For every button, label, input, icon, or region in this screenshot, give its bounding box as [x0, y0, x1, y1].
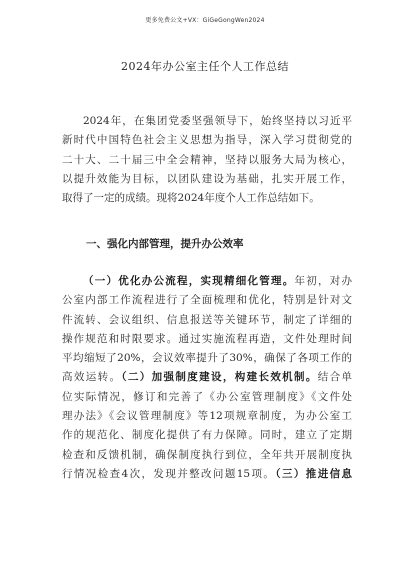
body-line: 作的规范化、制度化提供了有力保障。同时，建立了定期: [62, 429, 352, 442]
body-text: 年初，对办: [294, 275, 352, 287]
intro-line: 新时代中国特色社会主义思想为指导，深入学习贯彻党的: [62, 134, 352, 147]
body-line: 检查和反馈机制，确保制度执行到位，全年共开展制度执: [62, 448, 352, 461]
body-line: 位实际情况，修订和完善了《办公室管理制度》《文件处: [62, 390, 352, 403]
body-paragraph: [62, 272, 352, 484]
body-line: 平均缩短了20%，会议效率提升了30%，确保了各项工作的: [62, 352, 352, 365]
body-line: 理办法》《会议管理制度》等12项规章制度，为办公室工: [62, 410, 352, 423]
intro-line: 取得了一定的成绩。现将2024年度个人工作总结如下。: [62, 192, 320, 205]
body-line: 操作规范和时限要求。通过实施流程再造，文件处理时间: [62, 332, 352, 345]
section-heading: 一、强化内部管理，提升办公效率: [86, 238, 244, 250]
header-note: 更多免费公文+VX：GiGeGongWen2024: [145, 17, 265, 24]
subheading-two: （二）加强制度建设，构建长效机制。: [121, 371, 318, 384]
body-line: [62, 272, 352, 291]
intro-line: 2024年，在集团党委坚强领导下，始终坚持以习近平: [83, 115, 352, 127]
body-line: 公室内部工作流程进行了全面梳理和优化，特别是针对文: [62, 294, 352, 307]
body-text: 高效运转。: [62, 371, 122, 384]
subheading-one: （一）优化办公流程，实现精细化管理。: [83, 275, 295, 287]
body-text: 结合单: [317, 371, 352, 384]
body-text: 行情况检查4次，发现并整改问题15项。: [62, 467, 276, 480]
body-line: [62, 465, 352, 484]
intro-line: 以提升效能为目标，以团队建设为基础，扎实开展工作，: [62, 172, 352, 185]
body-line: [62, 368, 352, 387]
page-title: 2024年办公室主任个人工作总结: [121, 60, 289, 73]
subheading-three: （三）推进信息: [275, 467, 352, 480]
intro-paragraph: [62, 112, 352, 208]
body-line: 件流转、会议组织、信息报送等关键环节，制定了详细的: [62, 313, 352, 326]
intro-line: 二十大、二十届三中全会精神，坚持以服务大局为核心，: [62, 153, 352, 166]
